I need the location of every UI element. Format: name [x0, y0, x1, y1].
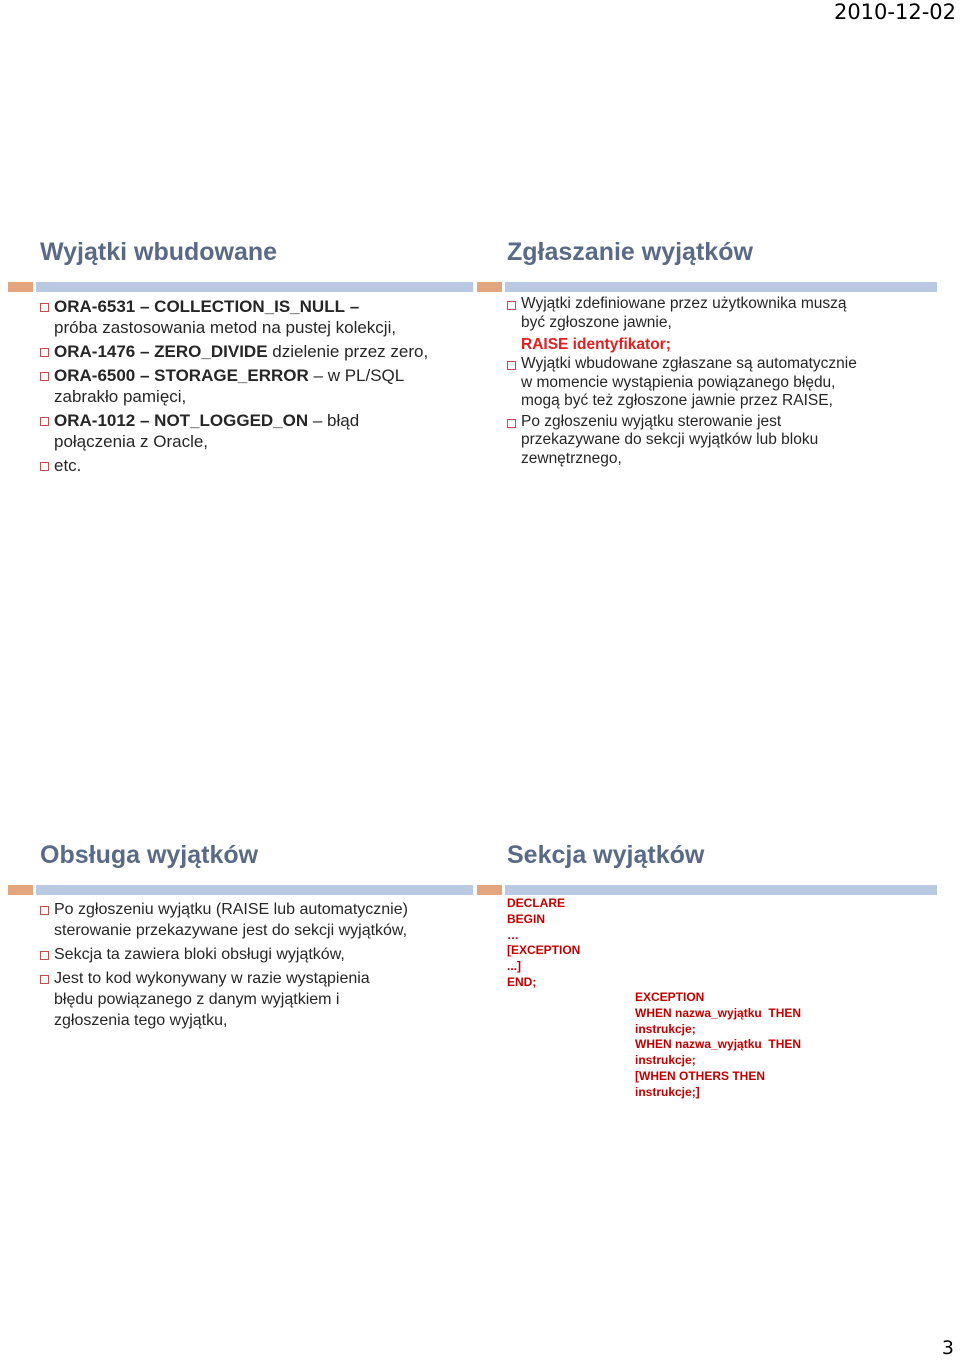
list-item: ORA-6531 – COLLECTION_IS_NULL – próba zastosowania metod na pustej kolekcji, [40, 296, 430, 338]
list-item: Po zgłoszeniu wyjątku sterowanie jest przekazywane do sekcji wyjątków lub bloku zewnętrznego, [507, 413, 872, 469]
square-bullet-icon [507, 301, 516, 310]
square-bullet-icon [40, 462, 49, 471]
raise-statement: RAISE identyfikator; [521, 336, 671, 353]
list-item: ORA-1476 – ZERO_DIVIDE dzielenie przez zero, [40, 341, 430, 362]
slide-title: Wyjątki wbudowane [40, 238, 278, 266]
list-item: ORA-1012 – NOT_LOGGED_ON – błąd połączenia z Oracle, [40, 410, 430, 452]
list-item: Jest to kod wykonywany w razie wystąpienia błędu powiązanego z danym wyjątkiem i zgłoszenia tego wyjątku, [40, 968, 412, 1031]
code-block-exception: EXCEPTION WHEN nazwa_wyjątku THEN instrukcje; WHEN nazwa_wyjątku THEN instrukcje; [WHEN OTHERS THEN instrukcje;] [635, 990, 802, 1099]
square-bullet-icon [40, 372, 49, 381]
title-rule [8, 885, 473, 895]
list-item: ORA-6500 – STORAGE_ERROR – w PL/SQL zabrakło pamięci, [40, 365, 430, 407]
list-item: Po zgłoszeniu wyjątku (RAISE lub automatycznie) sterowanie przekazywane jest do sekcji wyjątków, [40, 899, 412, 941]
slide-builtin-exceptions [40, 238, 480, 518]
bullet-list [40, 296, 430, 479]
title-rule [477, 282, 937, 292]
slide-title: Obsługa wyjątków [40, 841, 259, 869]
page-number: 3 [941, 1337, 954, 1359]
bullet-list [40, 899, 412, 1034]
slide-exception-section [507, 841, 947, 1111]
list-item: Sekcja ta zawiera bloki obsługi wyjątków, [40, 944, 412, 965]
square-bullet-icon [40, 906, 49, 915]
bullet-list [507, 295, 872, 470]
square-bullet-icon [40, 975, 49, 984]
header-date: 2010-12-02 [833, 0, 956, 24]
code-block-declare: DECLARE BEGIN … [EXCEPTION ...] END; [507, 896, 581, 989]
title-rule [8, 282, 473, 292]
slide-raising-exceptions [507, 238, 947, 518]
slide-exception-handling [40, 841, 480, 1101]
list-item: etc. [40, 455, 430, 476]
square-bullet-icon [40, 951, 49, 960]
title-rule [477, 885, 937, 895]
list-item: Wyjątki wbudowane zgłaszane są automatycznie w momencie wystąpienia powiązanego błędu, mogą być też zgłoszone jawnie przez RAISE, [507, 355, 872, 411]
slide-title: Zgłaszanie wyjątków [507, 238, 753, 266]
square-bullet-icon [507, 361, 516, 370]
list-item: Wyjątki zdefiniowane przez użytkownika muszą być zgłoszone jawnie, [507, 295, 872, 332]
square-bullet-icon [40, 417, 49, 426]
square-bullet-icon [507, 419, 516, 428]
square-bullet-icon [40, 348, 49, 357]
slide-title: Sekcja wyjątków [507, 841, 705, 869]
square-bullet-icon [40, 303, 49, 312]
